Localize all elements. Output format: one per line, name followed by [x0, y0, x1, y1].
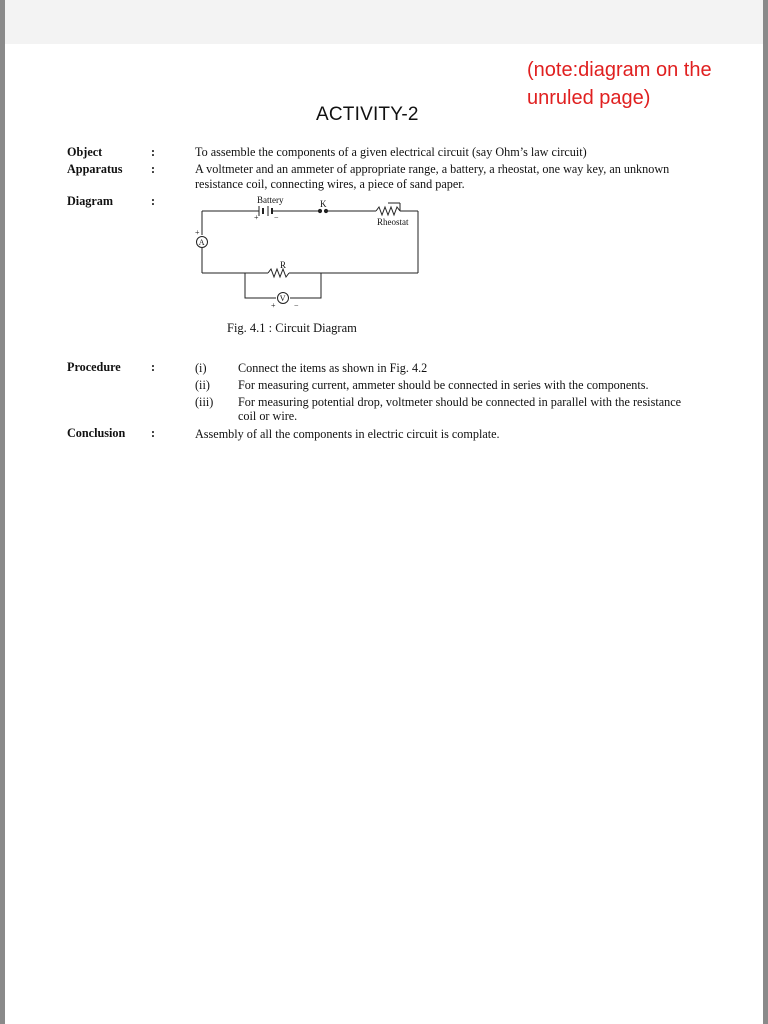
- apparatus-label: Apparatus: [67, 162, 123, 176]
- right-edge: [763, 0, 768, 1024]
- voltmeter-letter: V: [279, 294, 286, 303]
- object-label: Object: [67, 145, 103, 159]
- step-text: For measuring potential drop, voltmeter should be connected in parallel with the resistance: [238, 395, 682, 409]
- red-note: [527, 56, 712, 112]
- step-number: (i): [195, 361, 207, 375]
- battery-symbol: [259, 206, 272, 216]
- note-line-2: unruled page): [527, 87, 651, 109]
- object-text: To assemble the components of a given electrical circuit (say Ohm’s law circuit): [195, 145, 587, 159]
- procedure-colon: :: [151, 360, 156, 374]
- battery-label: Battery: [257, 195, 284, 205]
- conclusion-colon: :: [151, 426, 156, 440]
- conclusion-label: Conclusion: [67, 426, 126, 440]
- top-band: [5, 0, 763, 44]
- figure-caption: Fig. 4.1 : Circuit Diagram: [227, 321, 357, 335]
- conclusion-text: Assembly of all the components in electric circuit is complate.: [195, 427, 500, 441]
- rheostat-symbol: [376, 207, 400, 215]
- step-text-continued: coil or wire.: [238, 409, 298, 423]
- object-colon: :: [151, 145, 156, 159]
- diagram-label: Diagram: [67, 194, 114, 208]
- voltmeter-plus: +: [271, 301, 276, 310]
- ammeter-plus: +: [195, 228, 200, 237]
- resistor-label: R: [280, 260, 287, 270]
- battery-minus: −: [274, 213, 279, 222]
- voltmeter-branch-left: [245, 273, 276, 298]
- step-number: (iii): [195, 395, 214, 409]
- diagram-colon: :: [151, 194, 156, 208]
- apparatus-colon: :: [151, 162, 156, 176]
- key-label: K: [320, 199, 327, 209]
- step-text: Connect the items as shown in Fig. 4.2: [238, 361, 428, 375]
- voltmeter-minus: −: [294, 301, 299, 310]
- note-line-1: (note:diagram on the: [527, 59, 712, 81]
- page-title: ACTIVITY-2: [316, 104, 419, 125]
- battery-plus: +: [254, 213, 259, 222]
- apparatus-text-line-1: A voltmeter and an ammeter of appropriate range, a battery, a rheostat, one way key, an unknown: [195, 162, 670, 176]
- step-text: For measuring current, ammeter should be connected in series with the components.: [238, 378, 649, 392]
- step-number: (ii): [195, 378, 210, 392]
- rheostat-label: Rheostat: [377, 217, 409, 227]
- apparatus-text-line-2: resistance coil, connecting wires, a piece of sand paper.: [195, 177, 465, 191]
- voltmeter-branch-right: [290, 273, 321, 298]
- key-symbol: [318, 209, 327, 212]
- ammeter-letter: A: [198, 238, 205, 247]
- circuit-diagram: [190, 192, 430, 312]
- resistor-symbol: [268, 269, 289, 277]
- procedure-label: Procedure: [67, 360, 121, 374]
